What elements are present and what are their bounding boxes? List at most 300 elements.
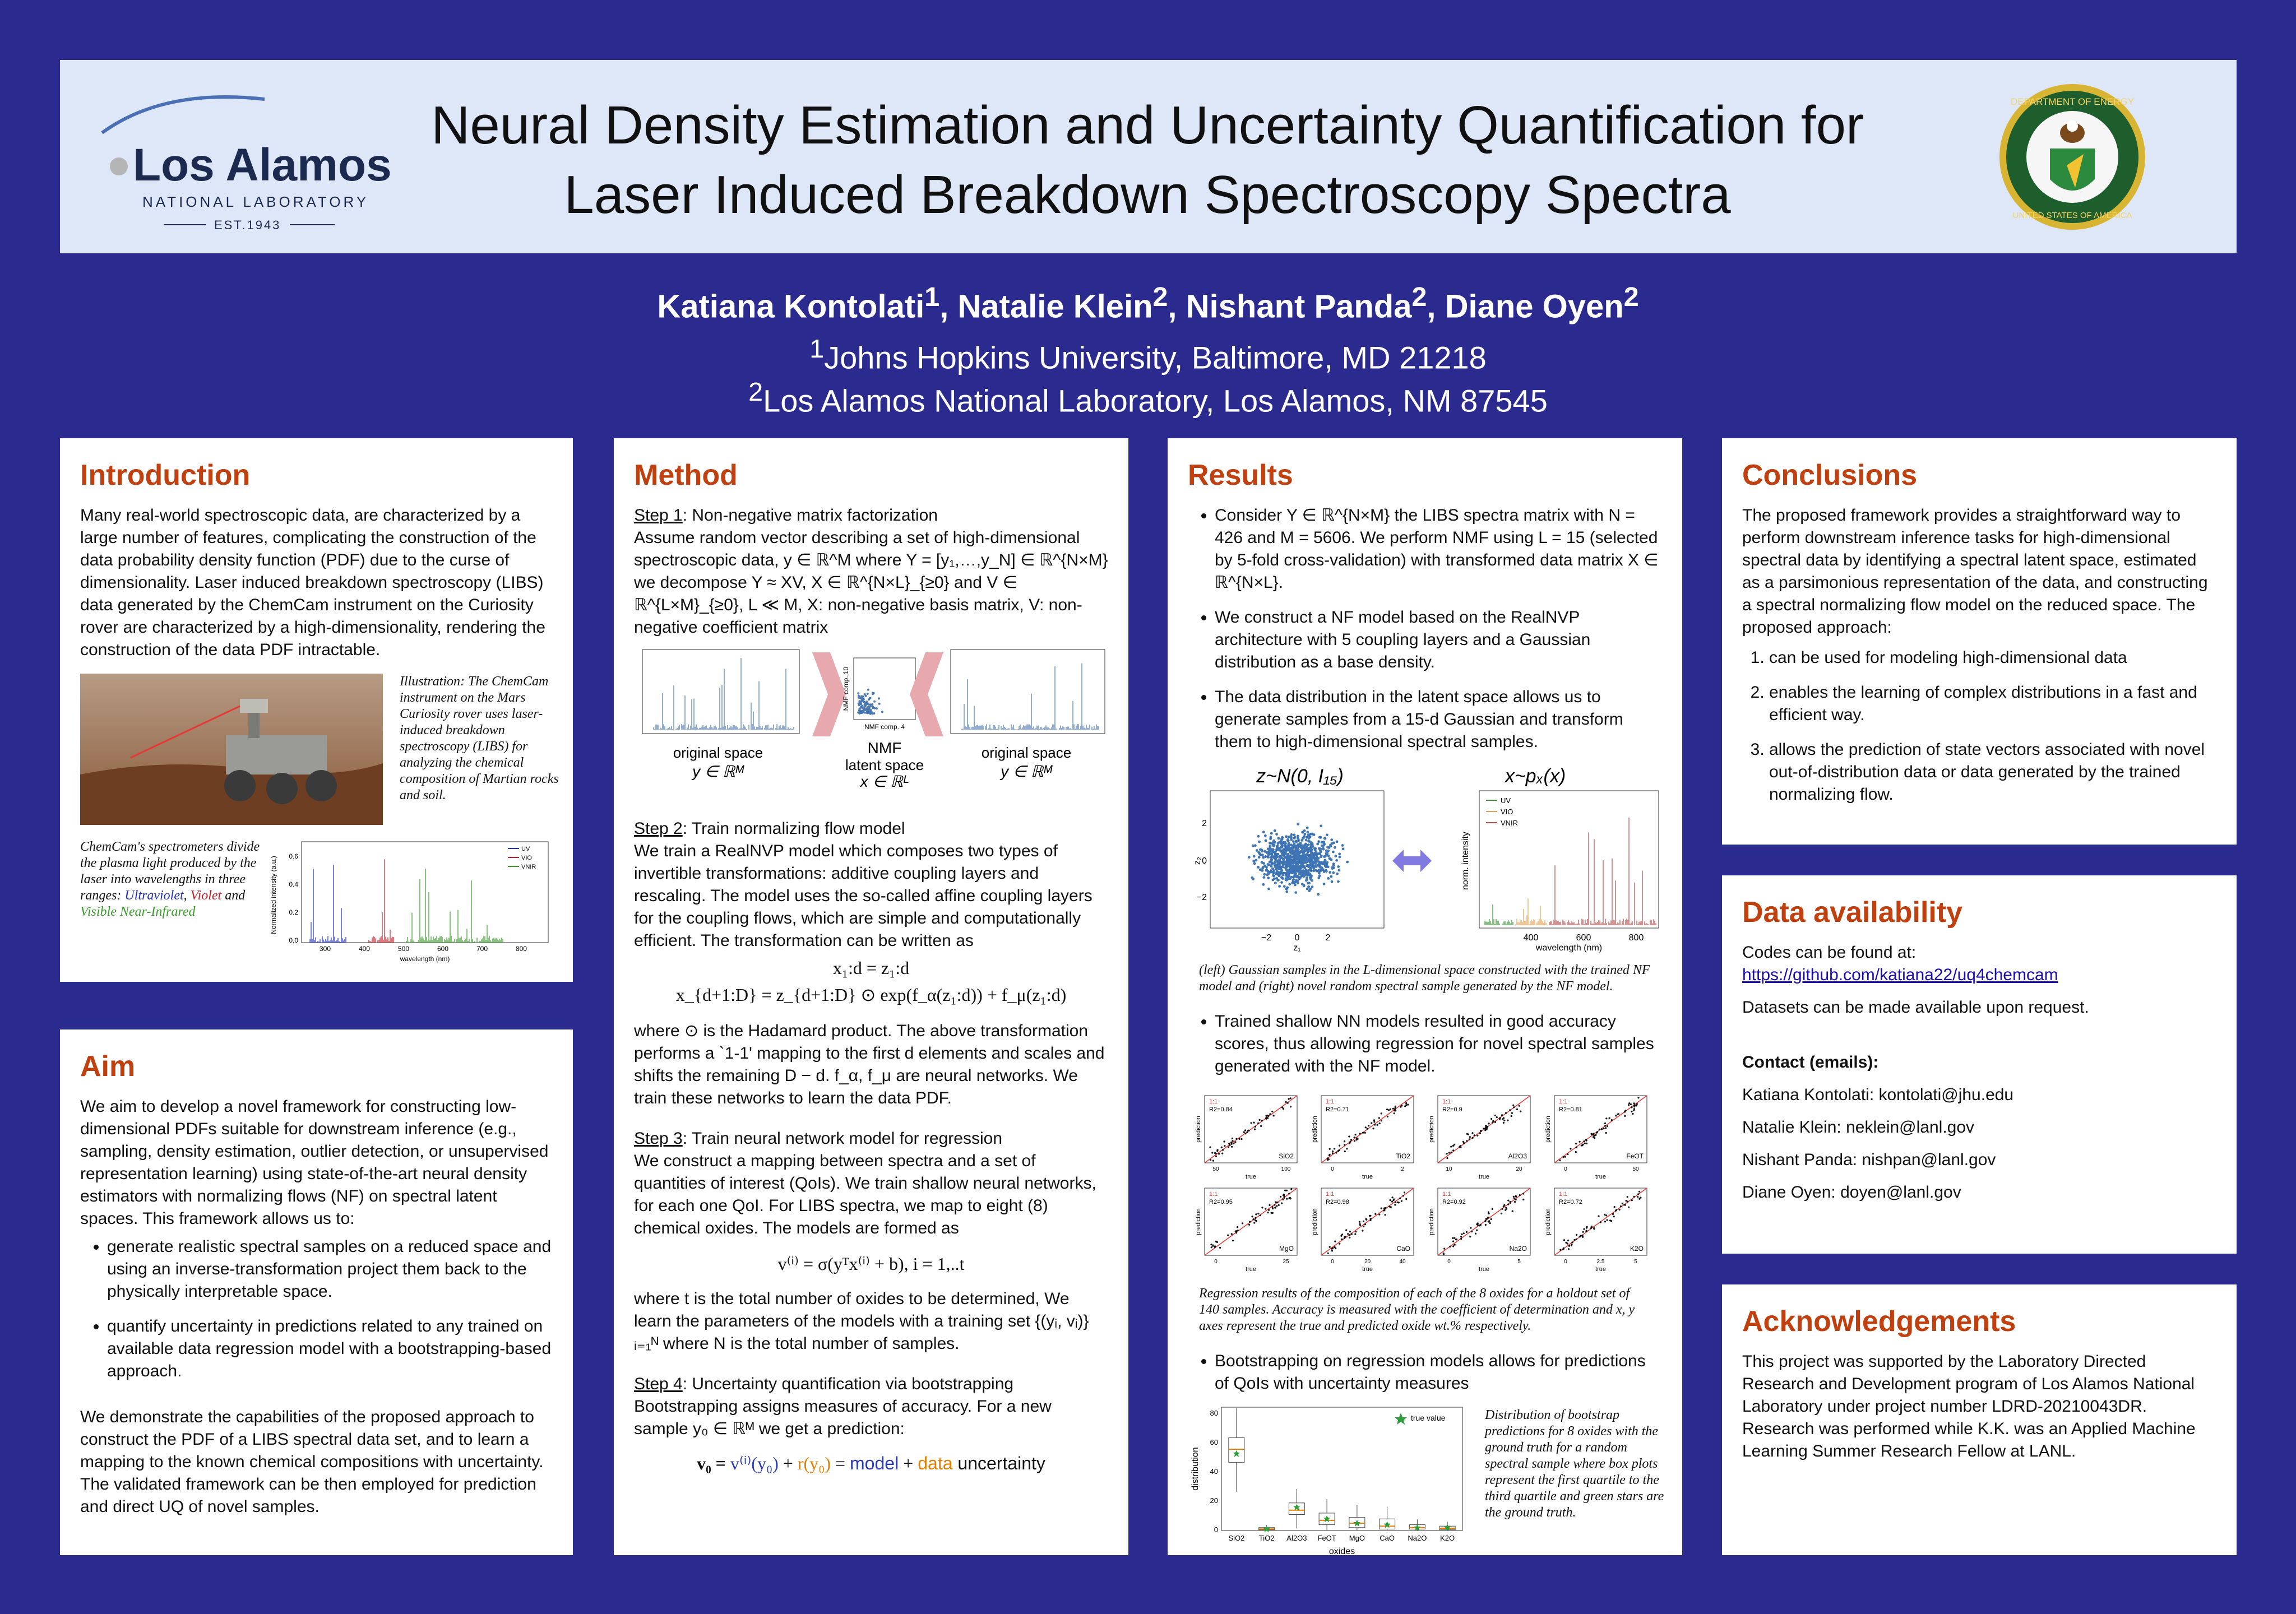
gaussian-sample-point xyxy=(1336,841,1339,843)
gaussian-sample-point xyxy=(1268,853,1271,856)
regression-point xyxy=(1615,1210,1617,1212)
regression-point xyxy=(1255,1213,1257,1215)
gaussian-sample-point xyxy=(1307,854,1310,857)
spectrum-trace xyxy=(654,658,794,730)
regression-point xyxy=(1373,1128,1374,1129)
regression-point xyxy=(1355,1231,1357,1232)
regression-point xyxy=(1351,1233,1353,1235)
gaussian-sample-point xyxy=(1308,882,1311,885)
gaussian-sample-point xyxy=(1281,836,1284,839)
regression-point xyxy=(1378,1214,1380,1216)
gaussian-sample-point xyxy=(1278,885,1281,888)
regression-point xyxy=(1354,1140,1355,1142)
regression-point xyxy=(1363,1226,1364,1227)
regression-point xyxy=(1469,1236,1471,1237)
regression-point xyxy=(1269,1113,1271,1115)
gaussian-sample-point xyxy=(1313,852,1316,855)
box-na2o xyxy=(1408,1519,1427,1542)
introduction-heading: Introduction xyxy=(80,459,251,491)
regression-point xyxy=(1348,1135,1350,1137)
regression-point xyxy=(1476,1135,1478,1137)
regression-point xyxy=(1477,1222,1479,1224)
gaussian-sample-point xyxy=(1302,837,1304,840)
gaussian-sample-point xyxy=(1302,869,1305,872)
regression-point xyxy=(1237,1230,1239,1231)
step-3: Step 3: Train neural network model for regression xyxy=(634,1129,1002,1148)
oxide-tick-label: FeOT xyxy=(1317,1534,1336,1542)
gaussian-sample-point xyxy=(1276,845,1279,847)
latent-point xyxy=(873,712,875,715)
poster-title: Neural Density Estimation and Uncertainty Quantification for Laser Induced Breakdown Spectroscopy Spectra xyxy=(431,95,1864,225)
gaussian-sample-point xyxy=(1267,856,1270,859)
gaussian-sample-point xyxy=(1295,857,1298,860)
regression-point xyxy=(1285,1101,1286,1103)
regression-point xyxy=(1215,1156,1217,1157)
svg-text:norm. intensity: norm. intensity xyxy=(1461,831,1470,891)
regression-point xyxy=(1344,1151,1346,1152)
regression-point xyxy=(1377,1124,1378,1126)
aim-closing: We demonstrate the capabilities of the proposed approach to construct the PDF of a LIBS spectral data set, and to learn a mapping to the known chemical compositions with uncertainty. The validated framework can be then employed for prediction and direct UQ of novel samples. xyxy=(80,1408,544,1516)
gaussian-sample-point xyxy=(1310,874,1313,877)
tick-label: 50 xyxy=(1632,1166,1639,1172)
svg-text:distribution: distribution xyxy=(1191,1447,1200,1491)
regression-point xyxy=(1579,1141,1581,1143)
gaussian-sample-point xyxy=(1335,859,1338,862)
regression-point xyxy=(1247,1130,1249,1131)
author-list: Katiana Kontolati$^1$, Natalie Klein$^2$, Nishant Panda$^2$, Diane Oyen$^2$ xyxy=(657,282,1639,325)
regression-point xyxy=(1615,1115,1617,1116)
regression-point xyxy=(1218,1153,1220,1154)
coupling-equation-1: x₁:d = z₁:d xyxy=(832,958,910,978)
gaussian-sample-point xyxy=(1308,864,1311,866)
gaussian-sample-point xyxy=(1324,865,1327,868)
regression-point xyxy=(1604,1125,1606,1126)
regression-point xyxy=(1395,1202,1396,1203)
acknowledgements-panel xyxy=(1722,1284,2237,1555)
gaussian-sample-point xyxy=(1286,845,1289,847)
oxide-tick-label: TiO2 xyxy=(1258,1534,1275,1542)
gaussian-sample-point xyxy=(1311,879,1313,882)
r2-label: R2=0.72 xyxy=(1559,1199,1582,1205)
gaussian-sample-point xyxy=(1342,848,1345,851)
gaussian-sample-point xyxy=(1271,848,1274,851)
regression-point xyxy=(1600,1221,1601,1223)
regression-point xyxy=(1631,1199,1633,1201)
r2-label: R2=0.95 xyxy=(1209,1199,1233,1205)
regression-point xyxy=(1281,1203,1283,1204)
prediction-axis-label: prediction xyxy=(1312,1116,1318,1143)
gaussian-sample-point xyxy=(1332,862,1335,865)
ack-body: This project was supported by the Laboratory Directed Research and Development program of Los Alamos National Laboratory under project number LDRD-20210043DR. Research was performed while K.K. was an Applied Machine Learning Summer Research Fellow at LANL. xyxy=(1742,1352,2196,1460)
gaussian-sample-point xyxy=(1317,876,1320,879)
svg-text:2: 2 xyxy=(1202,819,1207,828)
gaussian-sample-point xyxy=(1314,857,1317,860)
regression-point xyxy=(1520,1111,1521,1112)
regression-point xyxy=(1582,1236,1584,1238)
regression-point xyxy=(1456,1239,1457,1240)
prediction-axis-label: prediction xyxy=(1312,1208,1318,1235)
regression-point xyxy=(1613,1216,1615,1217)
regression-point xyxy=(1385,1207,1386,1209)
bootstrap-boxplot xyxy=(1188,1402,1468,1555)
prediction-axis-label: prediction xyxy=(1195,1116,1202,1143)
regression-point xyxy=(1460,1238,1462,1240)
regression-point xyxy=(1582,1231,1584,1233)
conclusion-item: 1. can be used for modeling high-dimensional data xyxy=(1769,647,2216,669)
one-to-one-label: 1:1 xyxy=(1209,1098,1218,1105)
svg-text:800: 800 xyxy=(515,945,527,953)
gaussian-sample-point xyxy=(1330,838,1333,841)
r2-label: R2=0.71 xyxy=(1326,1106,1349,1113)
regression-point xyxy=(1267,1115,1269,1116)
gaussian-sample-point xyxy=(1272,874,1275,877)
regression-point xyxy=(1231,1233,1233,1235)
regression-point xyxy=(1460,1236,1462,1237)
regression-point xyxy=(1282,1199,1284,1200)
svg-text:Los Alamos: Los Alamos xyxy=(133,140,392,191)
gaussian-sample-point xyxy=(1327,877,1330,880)
regression-point xyxy=(1212,1160,1214,1162)
gaussian-sample-point xyxy=(1296,875,1299,878)
gaussian-sample-point xyxy=(1258,841,1261,843)
gaussian-sample-point xyxy=(1264,834,1267,837)
regression-point xyxy=(1381,1112,1382,1114)
regression-point xyxy=(1362,1230,1363,1231)
regression-point xyxy=(1514,1201,1516,1203)
introduction-panel xyxy=(60,438,573,982)
gaussian-sample-point xyxy=(1302,852,1304,855)
latent-point xyxy=(863,698,865,701)
regression-point xyxy=(1329,1154,1331,1156)
true-axis-label: true xyxy=(1362,1266,1373,1273)
r2-label: R2=0.9 xyxy=(1442,1106,1462,1113)
step-1: Step 1: Non-negative matrix factorization xyxy=(634,506,938,525)
regression-point xyxy=(1627,1196,1628,1198)
regression-point xyxy=(1251,1122,1252,1124)
one-to-one-label: 1:1 xyxy=(1559,1098,1568,1105)
latent-point xyxy=(869,705,872,707)
regression-point xyxy=(1381,1208,1382,1209)
latent-point xyxy=(878,697,880,699)
regression-point xyxy=(1572,1241,1573,1243)
regression-point xyxy=(1374,1124,1376,1125)
oxide-name: SiO2 xyxy=(1279,1152,1294,1160)
gaussian-sample-point xyxy=(1317,893,1320,896)
box-iqr xyxy=(1229,1437,1244,1462)
gaussian-sample-point xyxy=(1293,869,1295,871)
oxide-name: CaO xyxy=(1396,1245,1410,1253)
true-axis-label: true xyxy=(1479,1174,1489,1180)
regression-point xyxy=(1586,1140,1587,1142)
regression-point xyxy=(1246,1131,1248,1133)
svg-text:700: 700 xyxy=(476,945,488,953)
latent-point xyxy=(860,703,862,705)
regression-point xyxy=(1214,1245,1216,1247)
gaussian-sample-point xyxy=(1341,844,1344,847)
gaussian-sample-point xyxy=(1297,835,1299,838)
regression-point xyxy=(1452,1237,1453,1239)
generated-spectrum-trace xyxy=(1485,905,1513,925)
regression-point xyxy=(1215,1153,1217,1154)
datasets-note: Datasets can be made available upon request. xyxy=(1742,998,2089,1017)
prediction-axis-label: prediction xyxy=(1545,1208,1552,1235)
gaussian-sample-point xyxy=(1307,833,1309,836)
gaussian-sample-point xyxy=(1290,833,1293,836)
regression-point xyxy=(1503,1120,1505,1121)
tick-label: 0 xyxy=(1447,1259,1451,1265)
regression-point xyxy=(1329,1148,1331,1150)
regression-point xyxy=(1510,1201,1511,1203)
regression-point xyxy=(1563,1248,1564,1250)
gaussian-sample-point xyxy=(1271,868,1274,870)
curiosity-rover-image xyxy=(80,674,383,825)
regression-point xyxy=(1585,1231,1587,1232)
regression-point xyxy=(1212,1245,1214,1246)
latent-point xyxy=(857,711,859,713)
regression-point xyxy=(1227,1235,1229,1236)
results-heading: Results xyxy=(1188,459,1293,491)
gaussian-sample-point xyxy=(1322,841,1325,844)
svg-text:NMF: NMF xyxy=(867,739,902,757)
regression-point xyxy=(1501,1114,1503,1116)
one-to-one-label: 1:1 xyxy=(1442,1098,1451,1105)
regression-point xyxy=(1565,1242,1567,1244)
svg-text:z₁: z₁ xyxy=(1293,943,1301,953)
regression-point xyxy=(1223,1140,1225,1142)
regression-point xyxy=(1355,1134,1357,1135)
regression-point xyxy=(1288,1193,1290,1194)
regression-point xyxy=(1288,1198,1290,1199)
regression-point xyxy=(1235,1138,1237,1140)
oxide-tick-label: K2O xyxy=(1440,1534,1455,1542)
regression-point xyxy=(1501,1208,1503,1210)
regression-point xyxy=(1522,1199,1524,1200)
latent-point xyxy=(873,701,876,703)
gaussian-sample-point xyxy=(1299,876,1302,879)
gaussian-sample-point xyxy=(1332,842,1335,845)
tick-label: 2.5 xyxy=(1596,1259,1605,1265)
regression-panel-na2o xyxy=(1428,1188,1530,1273)
regression-point xyxy=(1232,1138,1233,1139)
gaussian-sample-point xyxy=(1270,862,1273,865)
gaussian-sample-point xyxy=(1281,845,1284,847)
gaussian-sample-point xyxy=(1309,868,1312,870)
gaussian-sample-point xyxy=(1306,850,1309,853)
regression-point xyxy=(1349,1237,1350,1239)
regression-point xyxy=(1394,1204,1396,1205)
svg-text:oxides: oxides xyxy=(1328,1547,1355,1556)
gaussian-sample-point xyxy=(1280,870,1283,873)
regression-point xyxy=(1469,1136,1471,1138)
regression-point xyxy=(1386,1109,1388,1110)
latent-point xyxy=(867,707,869,709)
spectrum-trace xyxy=(405,869,503,943)
regression-point xyxy=(1593,1136,1594,1138)
gaussian-sample-point xyxy=(1285,872,1288,875)
latent-point xyxy=(878,703,881,705)
contact-email: Diane Oyen: doyen@lanl.gov xyxy=(1742,1183,1961,1202)
regression-point xyxy=(1261,1207,1263,1208)
latent-point xyxy=(871,703,873,706)
oxide-name: TiO2 xyxy=(1396,1152,1410,1160)
gaussian-sample-point xyxy=(1276,870,1279,873)
conclusions-list xyxy=(1742,647,2216,806)
regression-point xyxy=(1479,1225,1480,1226)
regression-point xyxy=(1513,1198,1515,1199)
data-heading: Data availability xyxy=(1742,896,1963,929)
gaussian-sample-point xyxy=(1267,876,1270,879)
nmf-diagram xyxy=(634,647,1108,815)
regression-point xyxy=(1211,1246,1212,1248)
regression-point xyxy=(1454,1244,1456,1246)
gaussian-sample-point xyxy=(1277,837,1280,840)
regression-point xyxy=(1388,1109,1390,1111)
results-panel xyxy=(1168,438,1682,1555)
regression-point xyxy=(1490,1118,1492,1120)
gaussian-sample-point xyxy=(1325,870,1328,873)
svg-text:original space: original space xyxy=(673,744,763,761)
regression-point xyxy=(1404,1191,1405,1193)
regression-point xyxy=(1290,1106,1292,1107)
regression-point xyxy=(1249,1221,1251,1223)
regression-point xyxy=(1471,1231,1473,1232)
regression-point xyxy=(1452,1145,1454,1147)
latent-point xyxy=(857,692,859,694)
r2-label: R2=0.98 xyxy=(1326,1199,1349,1205)
method-panel xyxy=(614,438,1128,1555)
regression-point xyxy=(1506,1208,1507,1210)
gaussian-sample-point xyxy=(1322,844,1325,847)
tick-label: 100 xyxy=(1281,1166,1291,1172)
gaussian-sample-point xyxy=(1307,885,1310,888)
contact-email: Katiana Kontolati: kontolati@jhu.edu xyxy=(1742,1086,2014,1104)
regression-point xyxy=(1507,1200,1509,1202)
gaussian-sample-point xyxy=(1289,877,1292,880)
gaussian-sample-point xyxy=(1286,855,1289,857)
latent-point xyxy=(864,703,866,706)
regression-point xyxy=(1394,1108,1396,1110)
svg-text:latent space: latent space xyxy=(845,757,924,773)
regression-point xyxy=(1484,1129,1486,1131)
regression-point xyxy=(1252,1216,1253,1217)
gaussian-sample-point xyxy=(1284,847,1287,850)
gaussian-sample-point xyxy=(1253,855,1256,858)
regression-point xyxy=(1392,1199,1394,1201)
regression-point xyxy=(1586,1227,1587,1228)
regression-point xyxy=(1515,1196,1517,1198)
gaussian-sample-point xyxy=(1309,836,1312,838)
regression-point xyxy=(1221,1153,1223,1154)
regression-point xyxy=(1631,1111,1632,1112)
gaussian-sample-point xyxy=(1265,840,1267,842)
regression-point xyxy=(1485,1224,1487,1226)
gaussian-sample-point xyxy=(1290,859,1293,861)
regression-point xyxy=(1344,1236,1346,1237)
gaussian-sample-point xyxy=(1323,870,1326,873)
gaussian-sample-point xyxy=(1288,869,1290,872)
regression-point xyxy=(1363,1221,1364,1222)
gaussian-sample-point xyxy=(1330,875,1333,878)
gaussian-sample-point xyxy=(1281,842,1284,845)
latent-caption: (left) Gaussian samples in the L-dimensional space constructed with the trained NF model and (right) novel random spectral sample generated by the NF model. xyxy=(1199,963,1650,994)
regression-point xyxy=(1288,1098,1290,1100)
svg-text:600: 600 xyxy=(1576,933,1591,943)
true-axis-label: true xyxy=(1246,1174,1256,1180)
regression-point xyxy=(1599,1129,1600,1130)
regression-point xyxy=(1248,1224,1250,1226)
regression-point xyxy=(1567,1153,1568,1155)
gaussian-sample-point xyxy=(1294,891,1297,894)
latent-point xyxy=(865,695,867,697)
gaussian-sample-point xyxy=(1263,850,1266,853)
regression-point xyxy=(1232,1140,1233,1142)
gaussian-sample-point xyxy=(1312,862,1315,865)
regression-point xyxy=(1605,1127,1607,1129)
true-axis-label: true xyxy=(1362,1174,1373,1180)
gaussian-sample-point xyxy=(1271,842,1274,845)
svg-text:300: 300 xyxy=(319,945,331,953)
regression-point xyxy=(1620,1205,1622,1207)
regression-point xyxy=(1395,1110,1396,1111)
regression-point xyxy=(1466,1133,1468,1135)
svg-text:VNIR: VNIR xyxy=(521,864,536,870)
results-bullets-bottom xyxy=(1188,1350,1662,1395)
regression-point xyxy=(1231,1146,1233,1148)
regression-point xyxy=(1392,1108,1394,1110)
regression-point xyxy=(1275,1207,1276,1208)
regression-point xyxy=(1260,1125,1262,1127)
svg-text:y ∈ ℝᴹ: y ∈ ℝᴹ xyxy=(1001,763,1052,780)
regression-point xyxy=(1271,1111,1273,1112)
regression-point xyxy=(1395,1106,1396,1107)
regression-point xyxy=(1492,1208,1493,1210)
gaussian-sample-point xyxy=(1275,855,1278,857)
svg-text:0.2: 0.2 xyxy=(289,908,298,916)
gaussian-sample-point xyxy=(1305,879,1308,882)
regression-panel-al2o3 xyxy=(1428,1096,1530,1180)
regression-point xyxy=(1460,1145,1461,1147)
gaussian-sample-point xyxy=(1323,883,1326,885)
regression-point xyxy=(1628,1207,1630,1208)
gaussian-sample-point xyxy=(1288,883,1291,885)
gaussian-sample-point xyxy=(1310,856,1313,859)
gaussian-sample-point xyxy=(1306,876,1308,879)
regression-point xyxy=(1492,1122,1493,1124)
regression-point xyxy=(1511,1115,1512,1117)
gaussian-sample-point xyxy=(1308,889,1311,892)
step-2: Step 2: Train normalizing flow model xyxy=(634,819,905,838)
regression-point xyxy=(1604,1123,1606,1124)
gaussian-sample-point xyxy=(1299,867,1302,870)
regression-point xyxy=(1496,1116,1498,1118)
method-heading: Method xyxy=(634,459,738,491)
bootstrap-caption: Distribution of bootstrap predictions for 8 oxides with the ground truth for a random spectral sample where box plots represent the first quartile to the third quartile and green stars are the ground truth. xyxy=(1485,1408,1664,1520)
regression-point xyxy=(1449,1246,1451,1247)
regression-point xyxy=(1229,1144,1230,1146)
regression-point xyxy=(1492,1120,1494,1122)
svg-text:NMF comp. 4: NMF comp. 4 xyxy=(864,723,905,731)
regression-point xyxy=(1507,1120,1508,1121)
oxide-name: Na2O xyxy=(1509,1245,1527,1253)
true-axis-label: true xyxy=(1595,1266,1606,1273)
regression-point xyxy=(1341,1239,1343,1240)
github-link[interactable]: https://github.com/katiana22/uq4chemcam xyxy=(1742,966,2058,984)
regression-point xyxy=(1488,1221,1489,1222)
tick-label: 20 xyxy=(1516,1166,1522,1172)
gaussian-sample-point xyxy=(1288,874,1290,877)
gaussian-sample-point xyxy=(1287,840,1290,842)
regression-point xyxy=(1581,1144,1582,1146)
